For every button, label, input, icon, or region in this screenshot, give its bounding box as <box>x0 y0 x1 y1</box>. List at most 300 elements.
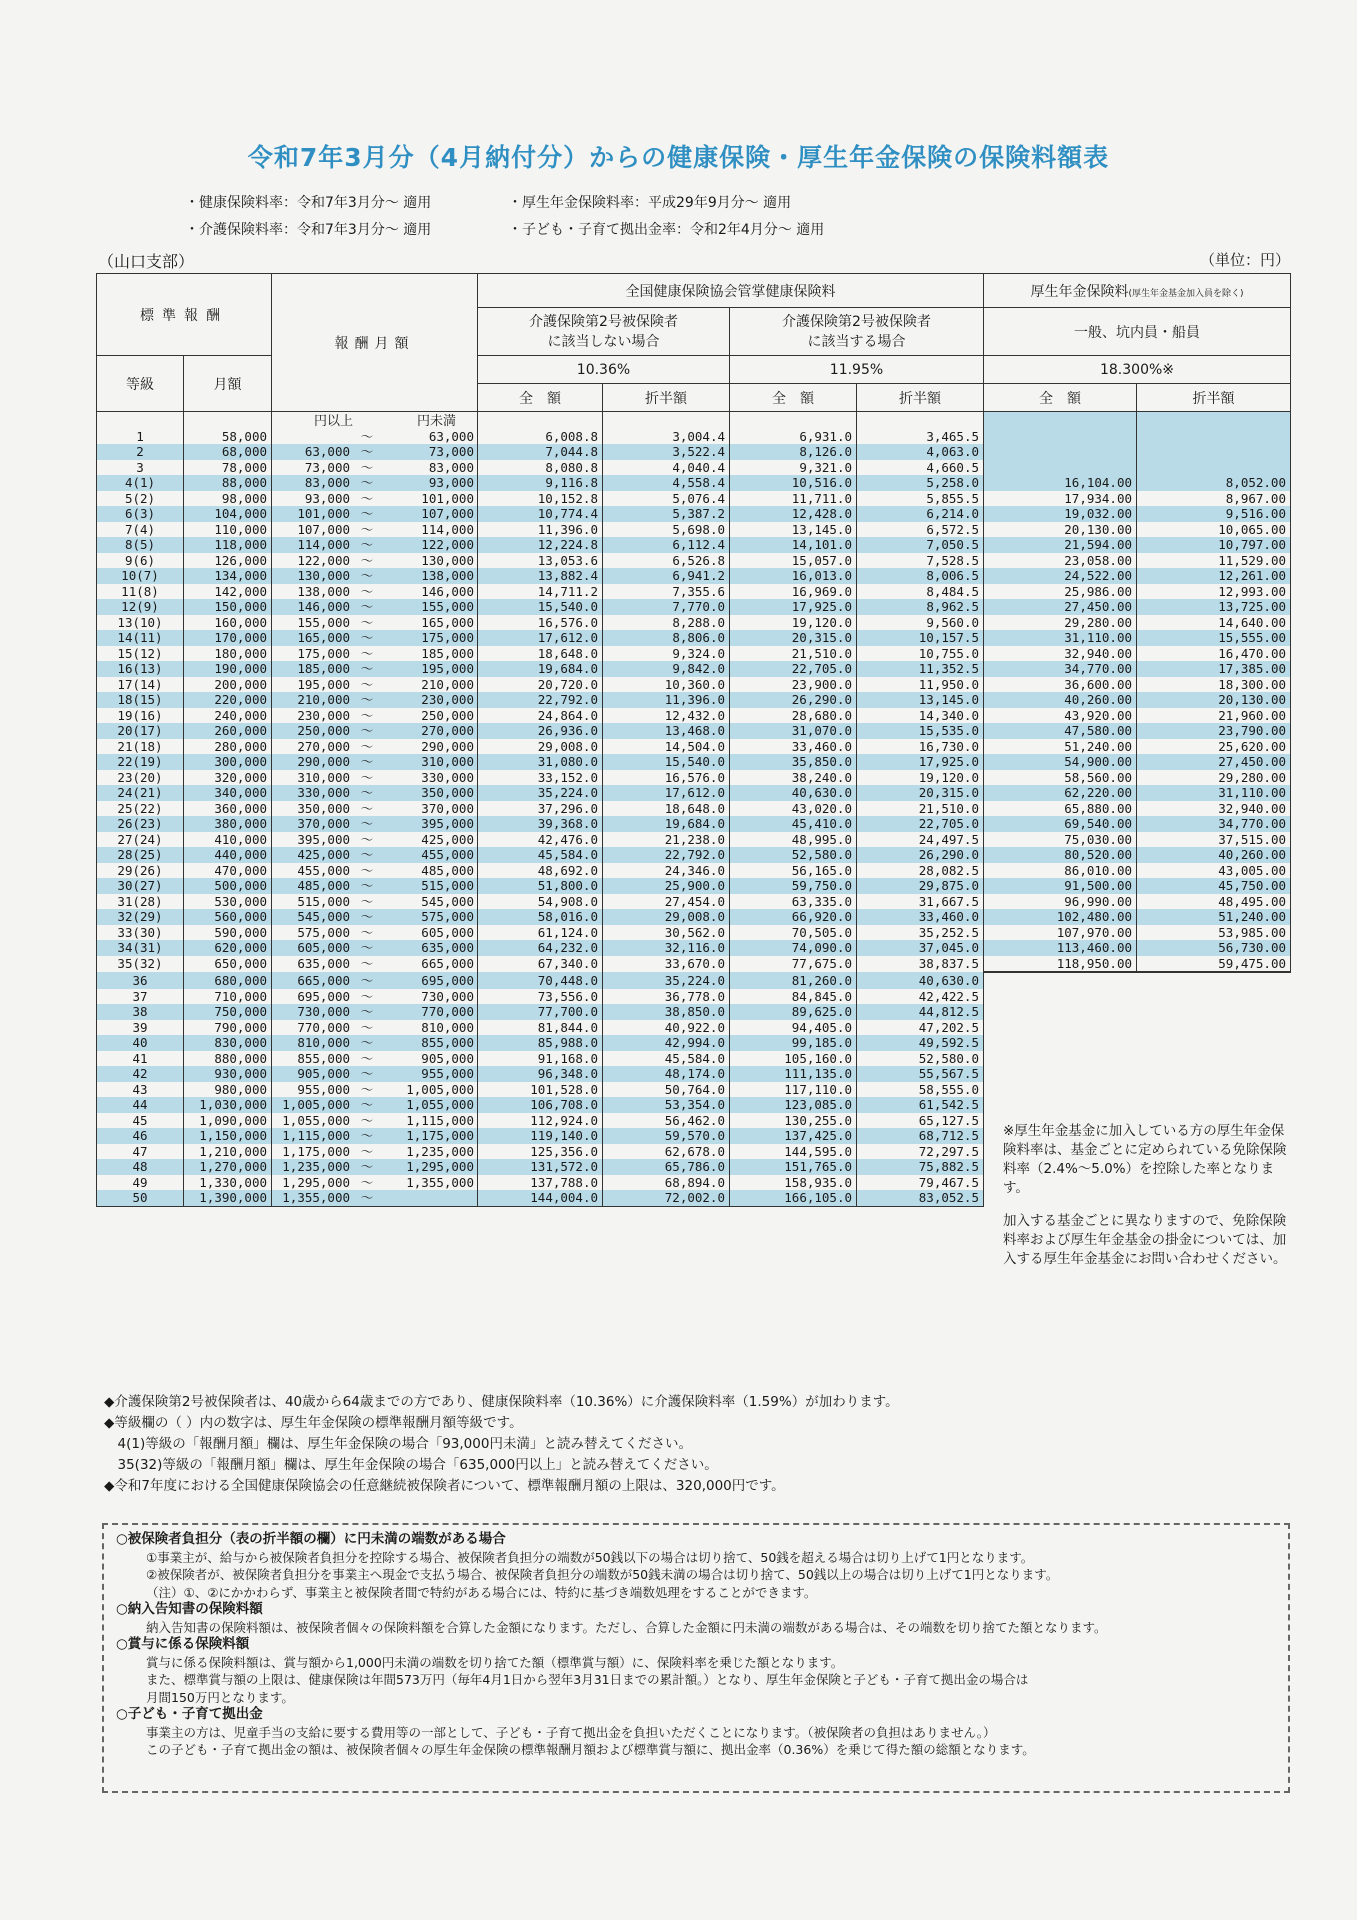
table-row <box>97 1097 1291 1113</box>
care-rate-note: ・介護保険料率：令和7年3月分～ 適用 <box>185 222 432 238</box>
pension-half-cell: 48,495.00 <box>1137 894 1291 910</box>
pension-half-cell: 15,555.00 <box>1137 630 1291 646</box>
care-full-cell: 28,680.0 <box>730 708 857 724</box>
care-full-cell: 40,630.0 <box>730 785 857 801</box>
pension-full-cell: 47,580.00 <box>984 723 1137 739</box>
grade-cell: 4(1) <box>97 475 184 491</box>
table-row <box>97 940 1291 956</box>
health-full-cell: 48,692.0 <box>478 863 603 879</box>
pension-half-cell: 53,985.00 <box>1137 925 1291 941</box>
range-from: 635,000 <box>297 956 350 972</box>
grade-cell: 23(20) <box>97 770 184 786</box>
health-full-cell: 11,396.0 <box>478 522 603 538</box>
monthly-cell: 98,000 <box>184 491 272 507</box>
care-full-cell: 158,935.0 <box>730 1175 857 1191</box>
pension-empty-cell <box>984 1097 1291 1113</box>
pension-full-cell: 80,520.00 <box>984 847 1137 863</box>
health-half-cell: 6,941.2 <box>603 568 730 584</box>
monthly-cell: 980,000 <box>184 1082 272 1098</box>
health-half-cell: 32,116.0 <box>603 940 730 956</box>
monthly-cell: 200,000 <box>184 677 272 693</box>
range-from: 195,000 <box>297 676 350 692</box>
range-cell <box>272 1175 478 1191</box>
range-tilde: ～ <box>360 862 374 878</box>
range-from: 395,000 <box>297 831 350 847</box>
range-cell <box>272 770 478 786</box>
pension-empty-cell <box>984 1020 1291 1036</box>
health-half-cell: 9,324.0 <box>603 646 730 662</box>
table-row <box>97 847 1291 863</box>
table-row <box>97 630 1291 646</box>
health-full-cell: 101,528.0 <box>478 1082 603 1098</box>
monthly-cell: 118,000 <box>184 537 272 553</box>
grade-cell: 42 <box>97 1066 184 1082</box>
pension-full-cell: 24,522.00 <box>984 568 1137 584</box>
range-cell <box>272 692 478 708</box>
health-half-cell: 22,792.0 <box>603 847 730 863</box>
range-tilde: ～ <box>360 630 374 646</box>
range-to: 485,000 <box>421 862 474 878</box>
health-half-cell: 14,504.0 <box>603 739 730 755</box>
range-cell <box>272 1082 478 1098</box>
range-cell <box>272 412 478 445</box>
care-half-cell: 20,315.0 <box>857 785 984 801</box>
grade-cell: 6(3) <box>97 506 184 522</box>
range-tilde: ～ <box>360 1019 374 1035</box>
health-half-cell: 59,570.0 <box>603 1128 730 1144</box>
monthly-cell: 790,000 <box>184 1020 272 1036</box>
range-from: 250,000 <box>297 723 350 739</box>
pension-half-cell: 16,470.00 <box>1137 646 1291 662</box>
table-row <box>97 444 1291 460</box>
health-half-cell: 17,612.0 <box>603 785 730 801</box>
child-rate-note: ・子ども・子育て拠出金率：令和2年4月分～ 適用 <box>508 222 825 238</box>
pension-half-cell: 8,052.00 <box>1137 475 1291 491</box>
range-cell <box>272 832 478 848</box>
table-row <box>97 646 1291 662</box>
care-full-cell: 81,260.0 <box>730 972 857 989</box>
table-body <box>97 412 1291 1207</box>
care-half-cell: 35,252.5 <box>857 925 984 941</box>
health-full-cell: 7,044.8 <box>478 444 603 460</box>
table-row <box>97 1066 1291 1082</box>
range-from: 310,000 <box>297 769 350 785</box>
care-half-cell: 79,467.5 <box>857 1175 984 1191</box>
care-half-cell: 65,127.5 <box>857 1113 984 1129</box>
pension-full-cell: 69,540.00 <box>984 816 1137 832</box>
care-full-cell: 16,969.0 <box>730 584 857 600</box>
header-full: 全 額 <box>730 384 857 412</box>
range-tilde: ～ <box>360 692 374 708</box>
care-half-cell: 29,875.0 <box>857 878 984 894</box>
pension-half-cell: 51,240.00 <box>1137 909 1291 925</box>
header-care-no: 介護保険第2号被保険者 に該当しない場合 <box>478 308 730 356</box>
monthly-cell: 280,000 <box>184 739 272 755</box>
kikin-note <box>1003 1122 1288 1283</box>
monthly-cell: 1,330,000 <box>184 1175 272 1191</box>
pension-half-cell: 11,529.00 <box>1137 553 1291 569</box>
range-cell <box>272 1066 478 1082</box>
care-half-cell: 7,528.5 <box>857 553 984 569</box>
pension-half-cell: 31,110.00 <box>1137 785 1291 801</box>
range-from: 83,000 <box>304 475 350 491</box>
header-full: 全 額 <box>478 384 603 412</box>
pension-full-cell: 96,990.00 <box>984 894 1137 910</box>
pension-full-cell: 43,920.00 <box>984 708 1137 724</box>
kosei-label: 厚生年金保険料 <box>1030 283 1129 300</box>
range-to: 175,000 <box>421 630 474 646</box>
monthly-cell: 530,000 <box>184 894 272 910</box>
health-half-cell: 50,764.0 <box>603 1082 730 1098</box>
monthly-cell: 750,000 <box>184 1004 272 1020</box>
range-to: 350,000 <box>421 785 474 801</box>
pension-half-cell: 37,515.00 <box>1137 832 1291 848</box>
health-full-cell: 51,800.0 <box>478 878 603 894</box>
care-half-cell: 21,510.0 <box>857 801 984 817</box>
health-full-cell: 67,340.0 <box>478 956 603 973</box>
range-from: 1,355,000 <box>282 1190 350 1206</box>
care-full-cell: 74,090.0 <box>730 940 857 956</box>
range-from: 93,000 <box>304 490 350 506</box>
health-full-cell: 10,774.4 <box>478 506 603 522</box>
health-half-cell: 65,786.0 <box>603 1159 730 1175</box>
range-cell <box>272 584 478 600</box>
range-tilde: ～ <box>360 537 374 553</box>
grade-cell: 9(6) <box>97 553 184 569</box>
health-half-cell: 10,360.0 <box>603 677 730 693</box>
range-from: 165,000 <box>297 630 350 646</box>
health-half-cell: 7,770.0 <box>603 599 730 615</box>
range-tilde: ～ <box>360 909 374 925</box>
pension-half-cell: 43,005.00 <box>1137 863 1291 879</box>
care-full-cell: 8,126.0 <box>730 444 857 460</box>
care-full-cell: 63,335.0 <box>730 894 857 910</box>
range-to: 1,005,000 <box>406 1081 474 1097</box>
range-tilde: ～ <box>360 1190 374 1206</box>
note-line: 4(1)等級の「報酬月額」欄は、厚生年金保険の場合「93,000円未満」と読み替えてください。 <box>104 1436 692 1452</box>
range-tilde: ～ <box>360 429 374 444</box>
range-from: 1,055,000 <box>282 1112 350 1128</box>
kosei-note: (厚生年金基金加入員を除く) <box>1128 288 1244 299</box>
range-cell <box>272 816 478 832</box>
box-line: 月間150万円となります。 <box>146 1689 294 1705</box>
range-tilde: ～ <box>360 614 374 630</box>
health-half-cell: 8,806.0 <box>603 630 730 646</box>
grade-cell: 48 <box>97 1159 184 1175</box>
table-row <box>97 522 1291 538</box>
range-tilde: ～ <box>360 847 374 863</box>
monthly-cell: 320,000 <box>184 770 272 786</box>
health-full-cell: 14,711.2 <box>478 584 603 600</box>
pension-full-cell: 17,934.00 <box>984 491 1137 507</box>
box-line: また、標準賞与額の上限は、健康保険は年間573万円（毎年4月1日から翌年3月31日までの累計額。）となり、厚生年金保険と子ども・子育て拠出金の場合は <box>146 1672 1029 1687</box>
range-to: 185,000 <box>421 645 474 661</box>
health-half-cell: 18,648.0 <box>603 801 730 817</box>
range-cell <box>272 568 478 584</box>
box-line: ①事業主が、給与から被保険者負担分を控除する場合、被保険者負担分の端数が50銭以下の場合は切り捨て、50銭を超える場合は切り上げて1円となります。 <box>146 1549 1034 1565</box>
table-row <box>97 584 1291 600</box>
care-half-cell: 22,705.0 <box>857 816 984 832</box>
table-row <box>97 599 1291 615</box>
care-full-cell: 66,920.0 <box>730 909 857 925</box>
range-from: 63,000 <box>304 444 350 460</box>
care-full-cell: 137,425.0 <box>730 1128 857 1144</box>
monthly-cell: 1,390,000 <box>184 1190 272 1206</box>
table-row <box>97 568 1291 584</box>
range-from: 695,000 <box>297 988 350 1004</box>
table-row <box>97 1082 1291 1098</box>
care-full-cell: 105,160.0 <box>730 1051 857 1067</box>
health-half-cell: 25,900.0 <box>603 878 730 894</box>
range-tilde: ～ <box>360 831 374 847</box>
range-to: 93,000 <box>428 475 474 491</box>
premium-table <box>96 273 1291 1207</box>
care-full-cell: 35,850.0 <box>730 754 857 770</box>
pension-half-cell: 59,475.00 <box>1137 956 1291 973</box>
range-from: 1,175,000 <box>282 1143 350 1159</box>
range-to: 138,000 <box>421 568 474 584</box>
care-full-cell: 117,110.0 <box>730 1082 857 1098</box>
grade-cell: 27(24) <box>97 832 184 848</box>
range-from: 230,000 <box>297 707 350 723</box>
range-cell <box>272 785 478 801</box>
box-line: 賞与に係る保険料額は、賞与額から1,000円未満の端数を切り捨てた額（標準賞与額）に、保険料率を乗じた額となります。 <box>146 1654 844 1670</box>
health-full-cell: 70,448.0 <box>478 972 603 989</box>
grade-cell: 44 <box>97 1097 184 1113</box>
range-units <box>276 414 456 429</box>
pension-half-cell: 10,797.00 <box>1137 537 1291 553</box>
range-to: 210,000 <box>421 676 474 692</box>
health-half-cell: 24,346.0 <box>603 863 730 879</box>
care-half-cell: 11,950.0 <box>857 677 984 693</box>
monthly-cell: 930,000 <box>184 1066 272 1082</box>
monthly-cell: 650,000 <box>184 956 272 973</box>
pension-full-cell: 25,986.00 <box>984 584 1137 600</box>
range-from: 1,295,000 <box>282 1174 350 1190</box>
range-from: 73,000 <box>304 459 350 475</box>
pension-empty-cell <box>984 989 1291 1005</box>
pension-full-cell <box>984 444 1137 460</box>
range-from: 455,000 <box>297 862 350 878</box>
range-to: 1,115,000 <box>406 1112 474 1128</box>
box-line: ②被保険者が、被保険者負担分を事業主へ現金で支払う場合、被保険者負担分の端数が50銭未満の場合は切り捨て、50銭以上の場合は切り上げて1円となります。 <box>146 1567 1059 1582</box>
grade-cell: 14(11) <box>97 630 184 646</box>
table-row <box>97 754 1291 770</box>
range-tilde: ～ <box>360 723 374 739</box>
range-to: 122,000 <box>421 537 474 553</box>
grade-cell: 18(15) <box>97 692 184 708</box>
range-tilde: ～ <box>360 1128 374 1144</box>
pension-half-cell: 21,960.00 <box>1137 708 1291 724</box>
care-full-cell: 144,595.0 <box>730 1144 857 1160</box>
table-row <box>97 1004 1291 1020</box>
header-range: 報酬月額 <box>272 274 478 412</box>
pension-full-cell <box>984 412 1137 445</box>
health-full-cell: 137,788.0 <box>478 1175 603 1191</box>
pension-full-cell: 102,480.00 <box>984 909 1137 925</box>
grade-cell: 41 <box>97 1051 184 1067</box>
range-to: 695,000 <box>421 972 474 988</box>
table-row <box>97 863 1291 879</box>
table-row <box>97 506 1291 522</box>
range-to: 515,000 <box>421 878 474 894</box>
health-full-cell: 39,368.0 <box>478 816 603 832</box>
health-rate-note: ・健康保険料率：令和7年3月分～ 適用 <box>185 195 432 211</box>
range-from: 146,000 <box>297 599 350 615</box>
pension-half-cell: 17,385.00 <box>1137 661 1291 677</box>
range-min-label: 円以上 <box>314 414 354 429</box>
health-full-cell: 131,572.0 <box>478 1159 603 1175</box>
care-half-cell: 47,202.5 <box>857 1020 984 1036</box>
range-to: 605,000 <box>421 924 474 940</box>
range-to: 395,000 <box>421 816 474 832</box>
care-full-cell: 9,321.0 <box>730 460 857 476</box>
table-row <box>97 816 1291 832</box>
range-from: 155,000 <box>297 614 350 630</box>
monthly-cell: 830,000 <box>184 1035 272 1051</box>
range-cell <box>272 739 478 755</box>
range-from: 545,000 <box>297 909 350 925</box>
range-cell <box>272 522 478 538</box>
header-half: 折半額 <box>1137 384 1291 412</box>
grade-cell: 45 <box>97 1113 184 1129</box>
care-full-cell: 31,070.0 <box>730 723 857 739</box>
pension-half-cell: 12,261.00 <box>1137 568 1291 584</box>
health-full-cell: 16,576.0 <box>478 615 603 631</box>
range-cell <box>272 630 478 646</box>
care-half-cell: 5,855.5 <box>857 491 984 507</box>
health-full-cell: 8,080.8 <box>478 460 603 476</box>
pension-half-cell: 18,300.00 <box>1137 677 1291 693</box>
grade-cell: 11(8) <box>97 584 184 600</box>
monthly-cell: 440,000 <box>184 847 272 863</box>
range-to: 905,000 <box>421 1050 474 1066</box>
range-to: 575,000 <box>421 909 474 925</box>
health-full-cell: 33,152.0 <box>478 770 603 786</box>
health-half-cell: 15,540.0 <box>603 754 730 770</box>
care-full-cell: 17,925.0 <box>730 599 857 615</box>
health-half-cell: 4,558.4 <box>603 475 730 491</box>
pension-full-cell: 19,032.00 <box>984 506 1137 522</box>
pension-full-cell: 32,940.00 <box>984 646 1137 662</box>
range-from: 855,000 <box>297 1050 350 1066</box>
pension-full-cell: 20,130.00 <box>984 522 1137 538</box>
range-to: 165,000 <box>421 614 474 630</box>
health-half-cell: 27,454.0 <box>603 894 730 910</box>
monthly-cell: 340,000 <box>184 785 272 801</box>
monthly-cell: 78,000 <box>184 460 272 476</box>
monthly-cell: 680,000 <box>184 972 272 989</box>
care-full-cell: 19,120.0 <box>730 615 857 631</box>
range-from: 290,000 <box>297 754 350 770</box>
range-from: 175,000 <box>297 645 350 661</box>
range-cell <box>272 989 478 1005</box>
care-half-cell: 26,290.0 <box>857 847 984 863</box>
range-from <box>276 429 350 444</box>
range-from: 185,000 <box>297 661 350 677</box>
grade-cell: 32(29) <box>97 909 184 925</box>
range-cell <box>272 646 478 662</box>
monthly-cell: 380,000 <box>184 816 272 832</box>
health-half-cell: 7,355.6 <box>603 584 730 600</box>
grade-cell: 28(25) <box>97 847 184 863</box>
care-full-cell: 33,460.0 <box>730 739 857 755</box>
range-tilde: ～ <box>360 583 374 599</box>
range-to <box>384 1190 474 1205</box>
health-half-cell: 40,922.0 <box>603 1020 730 1036</box>
range-tilde: ～ <box>360 490 374 506</box>
pension-full-cell: 29,280.00 <box>984 615 1137 631</box>
range-tilde: ～ <box>360 568 374 584</box>
health-full-cell: 119,140.0 <box>478 1128 603 1144</box>
care-full-cell: 52,580.0 <box>730 847 857 863</box>
pension-half-cell <box>1137 444 1291 460</box>
range-to: 955,000 <box>421 1066 474 1082</box>
range-tilde: ～ <box>360 940 374 956</box>
grade-cell: 34(31) <box>97 940 184 956</box>
health-full-cell: 96,348.0 <box>478 1066 603 1082</box>
pension-empty-cell <box>984 1051 1291 1067</box>
pension-full-cell: 91,500.00 <box>984 878 1137 894</box>
care-full-cell: 151,765.0 <box>730 1159 857 1175</box>
care-full-cell: 38,240.0 <box>730 770 857 786</box>
grade-cell: 25(22) <box>97 801 184 817</box>
pension-full-cell: 16,104.00 <box>984 475 1137 491</box>
health-full-cell: 42,476.0 <box>478 832 603 848</box>
grade-cell: 19(16) <box>97 708 184 724</box>
care-half-cell: 44,812.5 <box>857 1004 984 1020</box>
range-cell <box>272 1020 478 1036</box>
grade-cell: 39 <box>97 1020 184 1036</box>
care-half-cell: 38,837.5 <box>857 956 984 973</box>
header-kosei <box>984 274 1291 308</box>
pension-rate-note: ・厚生年金保険料率：平成29年9月分～ 適用 <box>508 195 792 211</box>
care-full-cell: 130,255.0 <box>730 1113 857 1129</box>
pension-half-cell: 9,516.00 <box>1137 506 1291 522</box>
care-full-cell: 89,625.0 <box>730 1004 857 1020</box>
range-tilde: ～ <box>360 738 374 754</box>
table-row <box>97 412 1291 445</box>
range-to: 63,000 <box>428 429 474 444</box>
health-half-cell: 33,670.0 <box>603 956 730 973</box>
pension-empty-cell <box>984 1082 1291 1098</box>
box-heading: ○納入告知書の保険料額 <box>116 1601 263 1617</box>
monthly-cell: 1,030,000 <box>184 1097 272 1113</box>
health-full-cell: 10,152.8 <box>478 491 603 507</box>
health-half-cell: 13,468.0 <box>603 723 730 739</box>
grade-cell: 30(27) <box>97 878 184 894</box>
health-half-cell: 38,850.0 <box>603 1004 730 1020</box>
grade-cell: 35(32) <box>97 956 184 973</box>
monthly-cell: 880,000 <box>184 1051 272 1067</box>
health-half-cell: 9,842.0 <box>603 661 730 677</box>
care-half-cell: 4,063.0 <box>857 444 984 460</box>
range-tilde: ～ <box>360 645 374 661</box>
pension-half-cell: 12,993.00 <box>1137 584 1291 600</box>
page-title: 令和7年3月分（4月納付分）からの健康保険・厚生年金保険の保険料額表 <box>247 143 1110 172</box>
range-cell <box>272 972 478 989</box>
pension-half-cell: 34,770.00 <box>1137 816 1291 832</box>
range-cell <box>272 1051 478 1067</box>
care-half-cell: 83,052.5 <box>857 1190 984 1206</box>
range-from: 330,000 <box>297 785 350 801</box>
health-full-cell: 29,008.0 <box>478 739 603 755</box>
monthly-cell: 134,000 <box>184 568 272 584</box>
range-cell <box>272 677 478 693</box>
health-half-cell: 3,522.4 <box>603 444 730 460</box>
health-half-cell: 6,526.8 <box>603 553 730 569</box>
health-full-cell: 58,016.0 <box>478 909 603 925</box>
